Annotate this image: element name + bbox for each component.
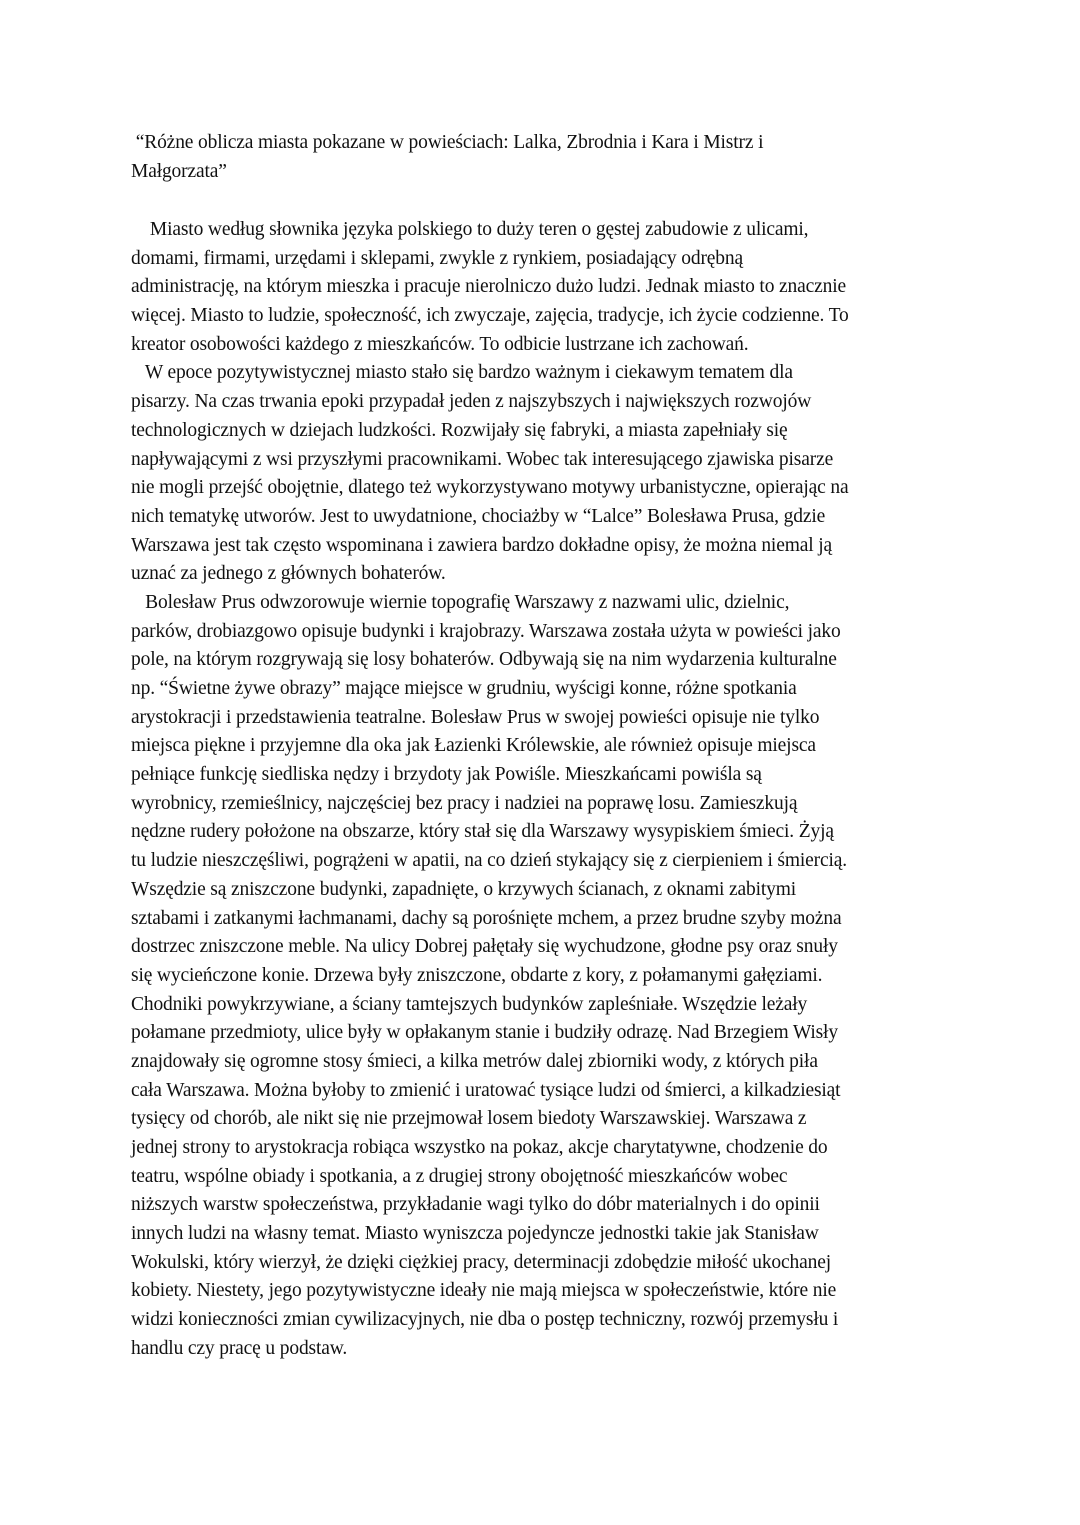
text-line: napływającymi z wsi przyszłymi pracownikami. Wobec tak interesującego zjawiska pisarze: [131, 448, 834, 470]
text-line: znajdowały się ogromne stosy śmieci, a kilka metrów dalej zbiorniki wody, z których piła: [131, 1050, 818, 1072]
text-line: dostrzec zniszczone meble. Na ulicy Dobrej pałętały się wychudzone, głodne psy oraz snuły: [131, 936, 838, 958]
text-line: tu ludzie nieszczęśliwi, pogrążeni w apatii, na co dzień stykający się z cierpieniem i śmiercią.: [131, 850, 848, 872]
text-line: kobiety. Niestety, jego pozytywistyczne ideały nie mają miejsca w społeczeństwie, które nie: [131, 1280, 837, 1302]
text-line: więcej. Miasto to ludzie, społeczność, ich zwyczaje, zajęcia, tradycje, ich życie codzienne. To: [131, 305, 849, 327]
text-line: Wokulski, który wierzył, że dzięki ciężkiej pracy, determinacji zdobędzie miłość ukochanej: [131, 1251, 832, 1273]
text-line: wyrobnicy, rzemieślnicy, najczęściej bez pracy i nadziei na poprawę losu. Zamieszkują: [131, 792, 798, 814]
text-line: nie mogli przejść obojętnie, dlatego też wykorzystywano motywy urbanistyczne, opierając na: [131, 477, 849, 499]
text-line: połamane przedmioty, ulice były w opłakanym stanie i budziły odrazę. Nad Brzegiem Wisły: [131, 1022, 838, 1044]
text-line: widzi konieczności zmian cywilizacyjnych, nie dba o postęp techniczny, rozwój przemysłu i: [131, 1309, 839, 1331]
text-line: niższych warstw społeczeństwa, przykładanie wagi tylko do dóbr materialnych i do opinii: [131, 1194, 820, 1216]
document-body: [131, 216, 849, 1364]
text-line: jednej strony to arystokracja robiąca wszystko na pokaz, akcje charytatywne, chodzenie do: [131, 1137, 828, 1158]
text-line: W epoce pozytywistycznej miasto stało się bardzo ważnym i ciekawym tematem dla: [131, 362, 793, 384]
text-line: nich tematykę utworów. Jest to uwydatnione, chociażby w “Lalce” Bolesława Prusa, gdzie: [131, 505, 826, 527]
text-line: np. “Świetne żywe obrazy” mające miejsce w grudniu, wyścigi konne, różne spotkania: [131, 678, 797, 699]
text-line: arystokracji i przedstawienia teatralne. Bolesław Prus w swojej powieści opisuje nie tylko: [131, 706, 820, 728]
text-line: domami, firmami, urzędami i sklepami, zwykle z rynkiem, posiadający odrębną: [131, 247, 744, 269]
text-line: Chodniki powykrzywiane, a ściany tamtejszych budynków zapleśniałe. Wszędzie leżały: [131, 993, 808, 1015]
title-line: “Różne oblicza miasta pokazane w powieściach: Lalka, Zbrodnia i Kara i Mistrz i: [131, 132, 764, 153]
text-line: sztabami i zatkanymi łachmanami, dachy są porośnięte mchem, a przez brudne szyby można: [131, 907, 842, 929]
text-line: administrację, na którym mieszka i pracuje nierolniczo dużo ludzi. Jednak miasto to znacznie: [131, 276, 847, 298]
text-line: parków, drobiazgowo opisuje budynki i krajobrazy. Warszawa została użyta w powieści jako: [131, 620, 841, 642]
text-line: Bolesław Prus odwzorowuje wiernie topografię Warszawy z nazwami ulic, dzielnic,: [131, 591, 790, 613]
text-line: teatru, wspólne obiady i spotkania, a z drugiej strony obojętność mieszkańców wobec: [131, 1165, 788, 1187]
text-line: technologicznych w dziejach ludzkości. Rozwijały się fabryki, a miasta zapełniały się: [131, 419, 788, 441]
text-line: Warszawa jest tak często wspominana i zawiera bardzo dokładne opisy, że można niemal ją: [131, 534, 832, 556]
text-line: uznać za jednego z głównych bohaterów.: [131, 563, 446, 585]
text-line: pełniące funkcję siedliska nędzy i brzydoty jak Powiśle. Mieszkańcami powiśla są: [131, 764, 762, 786]
title-line: Małgorzata”: [131, 160, 227, 182]
text-line: kreator osobowości każdego z mieszkańców. To odbicie lustrzane ich zachowań.: [131, 333, 749, 355]
text-line: pole, na którym rozgrywają się losy bohaterów. Odbywają się na nim wydarzenia kulturalne: [131, 649, 837, 671]
text-line: pisarzy. Na czas trwania epoki przypadał jeden z najszybszych i największych rozwojów: [131, 391, 812, 413]
text-line: handlu czy pracę u podstaw.: [131, 1337, 348, 1359]
text-line: cała Warszawa. Można byłoby to zmienić i uratować tysiące ludzi od śmierci, a kilkadziesiąt: [131, 1079, 841, 1101]
text-line: nędzne rudery położone na obszarze, który stał się dla Warszawy wysypiskiem śmieci. Żyją: [131, 821, 834, 843]
text-line: się wycieńczone konie. Drzewa były zniszczone, obdarte z kory, z połamanymi gałęziami.: [131, 964, 823, 986]
text-line: Miasto według słownika języka polskiego to duży teren o gęstej zabudowie z ulicami,: [131, 219, 809, 240]
text-line: innych ludzi na własny temat. Miasto wyniszcza pojedyncze jednostki takie jak Stanisław: [131, 1223, 819, 1245]
text-line: Wszędzie są zniszczone budynki, zapadnięte, o krzywych ścianach, z oknami zabitymi: [131, 878, 797, 900]
document-title: [131, 129, 763, 186]
text-line: miejsca piękne i przyjemne dla oka jak Łazienki Królewskie, ale również opisuje miejsca: [131, 735, 816, 757]
text-line: tysięcy od chorób, ale nikt się nie przejmował losem biedoty Warszawskiej. Warszawa z: [131, 1108, 807, 1130]
